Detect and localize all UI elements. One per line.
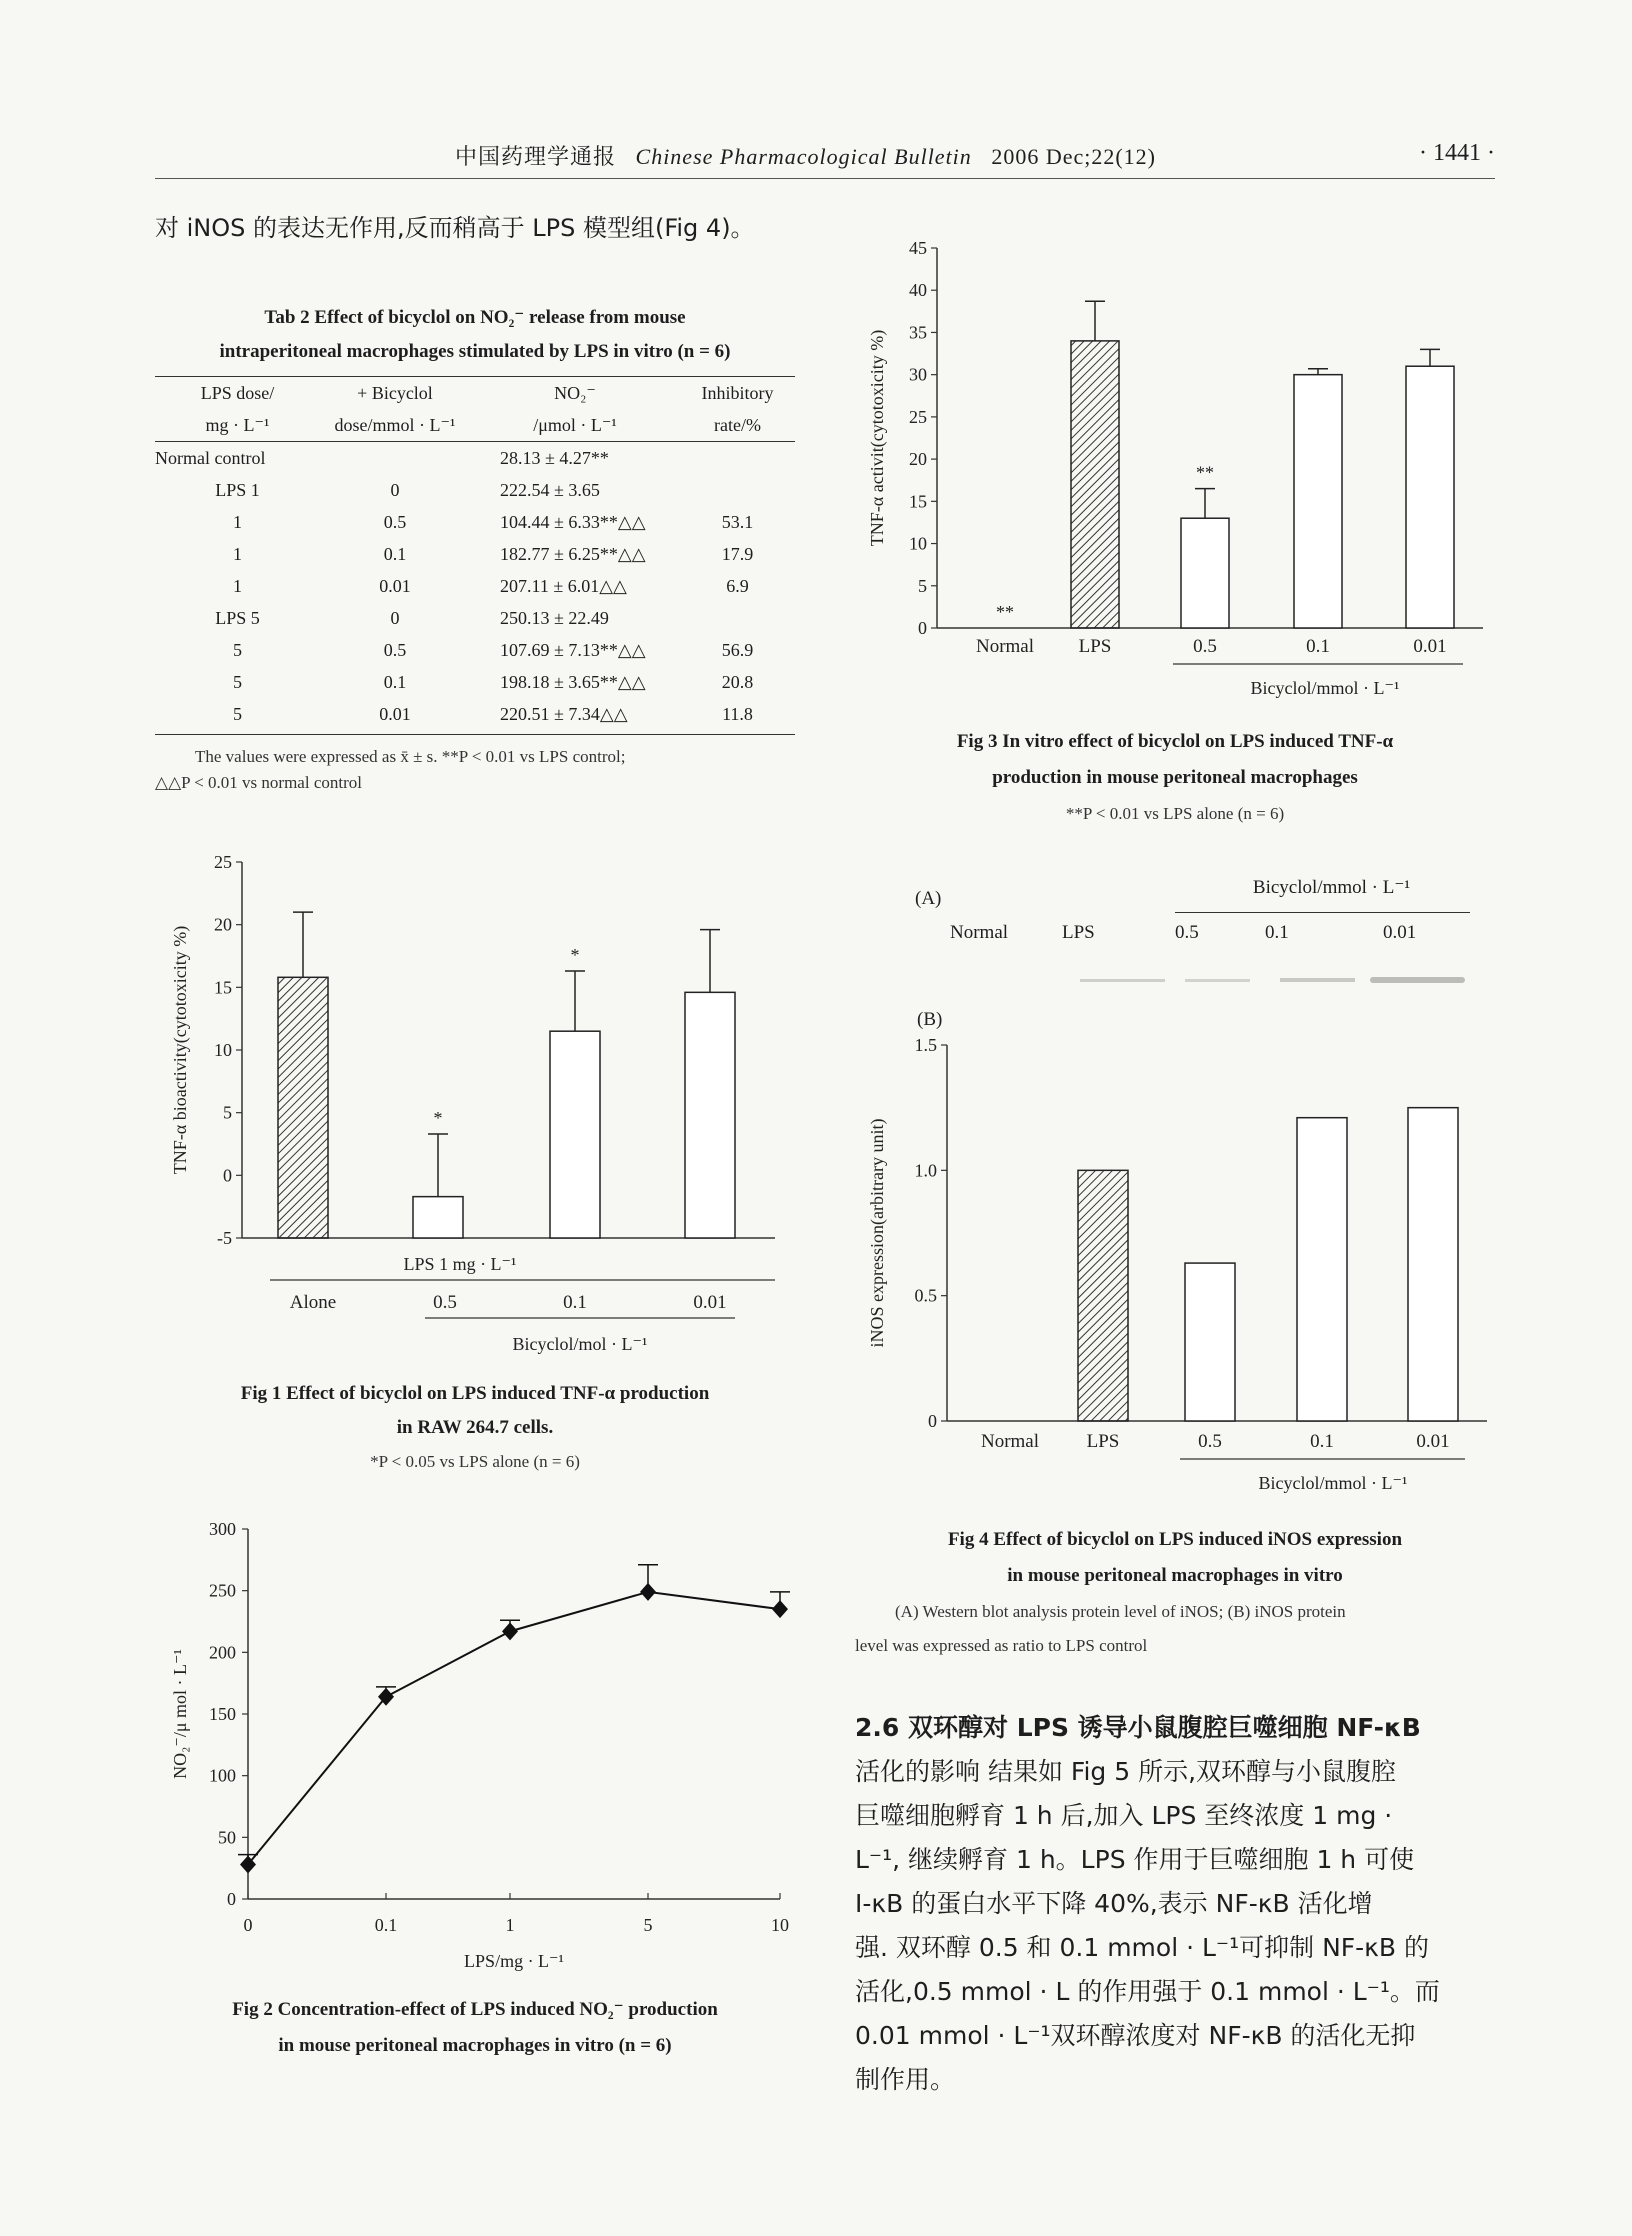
section-text-line: 强. 双环醇 0.5 和 0.1 mmol · L⁻¹可抑制 NF-κB 的 (855, 1933, 1430, 1962)
table-row (155, 474, 795, 506)
blot-band-lps (1080, 979, 1165, 982)
table-cell (320, 442, 470, 475)
y-tick-label: 20 (214, 914, 232, 935)
table-cell: 53.1 (721, 511, 754, 532)
table-cell (680, 602, 795, 634)
bar (1071, 341, 1119, 628)
bar (1406, 366, 1454, 628)
y-tick-label: 30 (909, 364, 927, 385)
table-cell: Normal control (155, 447, 266, 468)
y-tick-label: 35 (909, 322, 927, 343)
table-cell: 0.5 (383, 511, 407, 532)
table-cell: 0 (390, 607, 400, 628)
y-tick-label: 40 (909, 280, 927, 301)
fig3-note: **P < 0.01 vs LPS alone (n = 6) (1065, 804, 1285, 823)
fig4-subgroup-label: Bicyclol/mmol · L⁻¹ (1258, 1473, 1408, 1493)
table-cell: 28.13 ± 4.27** (500, 447, 609, 468)
table2-title-1: Tab 2 Effect of bicyclol on NO₂⁻ release from mouse (264, 307, 686, 328)
section-text-line: 活化的影响 结果如 Fig 5 所示,双环醇与小鼠腹腔 (855, 1757, 1397, 1786)
y-axis-label: TNF-α bioactivity(cytotoxicity %) (170, 925, 190, 1175)
table-header-cell: dose/mmol · L⁻¹ (320, 409, 470, 442)
fig1-subgroup-label: Bicyclol/mol · L⁻¹ (512, 1334, 648, 1354)
page-number: · 1441 · (1419, 140, 1495, 166)
table-cell (680, 474, 795, 506)
table-row (155, 570, 795, 602)
x-tick-label: 0.5 (1198, 1431, 1222, 1452)
table-cell: 222.54 ± 3.65 (500, 479, 600, 500)
journal-issue: 2006 Dec;22(12) (991, 144, 1156, 169)
y-tick-label: -5 (217, 1228, 232, 1248)
significance-mark: ** (996, 602, 1014, 622)
table2-note-2: △△P < 0.01 vs normal control (155, 773, 362, 792)
fig4-caption-2: in mouse peritoneal macrophages in vitro (1007, 1565, 1343, 1586)
section-text-line: I-κB 的蛋白水平下降 40%,表示 NF-κB 活化增 (855, 1889, 1373, 1918)
x-tick-label: Alone (289, 1292, 337, 1313)
data-point (502, 1622, 518, 1640)
fig1-note: *P < 0.05 vs LPS alone (n = 6) (370, 1452, 580, 1471)
fig1-caption-2: in RAW 264.7 cells. (396, 1417, 554, 1438)
table-cell: 5 (233, 671, 242, 692)
fig2-chart (150, 1515, 800, 1985)
significance-mark: ** (1196, 462, 1214, 483)
fig4-panel-a (855, 862, 1505, 1012)
table-cell: 11.8 (722, 703, 753, 724)
blot-lane-05: 0.5 (1175, 922, 1199, 943)
running-header (155, 140, 1495, 180)
y-tick-label: 5 (918, 575, 927, 596)
y-tick-label: 45 (909, 238, 927, 258)
fig4-panel-b-label: (B) (917, 1009, 943, 1030)
y-tick-label: 0 (918, 618, 927, 638)
y-tick-label: 250 (209, 1580, 236, 1601)
bar (1185, 1263, 1235, 1421)
x-tick-label: LPS (1086, 1431, 1120, 1452)
y-tick-label: 0.5 (914, 1285, 937, 1306)
table-cell: 0.5 (383, 639, 407, 660)
x-tick-label: Normal (980, 1431, 1040, 1452)
section-heading-line: 2.6 双环醇对 LPS 诱导小鼠腹腔巨噬细胞 NF-κB (855, 1713, 1421, 1742)
table-header-cell: LPS dose/ (200, 382, 275, 403)
table-cell: 220.51 ± 7.34△△ (500, 703, 628, 724)
table2-block (155, 300, 795, 793)
table-cell: 250.13 ± 22.49 (500, 607, 609, 628)
blot-lane-lps: LPS (1062, 922, 1095, 943)
table-cell: 1 (233, 511, 242, 532)
y-tick-label: 25 (214, 852, 232, 872)
table-row (155, 506, 795, 538)
x-tick-label: 5 (643, 1915, 653, 1935)
section-text-line: 巨噬细胞孵育 1 h 后,加入 LPS 至终浓度 1 mg · (855, 1801, 1393, 1830)
table-header-cell: rate/% (680, 409, 795, 442)
blot-band-01 (1280, 978, 1355, 982)
table-cell: 107.69 ± 7.13**△△ (500, 639, 646, 660)
table-header-row (155, 377, 795, 409)
x-tick-label: 0.01 (1413, 636, 1447, 657)
table-row (155, 442, 795, 475)
fig4-note-2: level was expressed as ratio to LPS control (855, 1636, 1148, 1655)
bar (1181, 518, 1229, 628)
western-blot-bands (1035, 972, 1495, 992)
table-cell: 0.01 (379, 703, 411, 724)
table-row (155, 698, 795, 730)
table-cell: 0.01 (379, 575, 411, 596)
table2-note-1: The values were expressed as x̄ ± s. **P < 0.01 vs LPS control; (195, 747, 626, 766)
fig4-chart (855, 1003, 1515, 1503)
x-axis-label: LPS/mg · L⁻¹ (464, 1951, 564, 1971)
x-tick-label: 0.1 (374, 1915, 398, 1935)
data-point (640, 1583, 656, 1601)
y-tick-label: 15 (909, 491, 927, 512)
table-cell: 20.8 (721, 671, 754, 692)
y-tick-label: 25 (909, 406, 927, 427)
x-tick-label: 0.5 (1193, 636, 1217, 657)
fig3-chart (855, 230, 1515, 710)
table-header-cell: NO₂⁻ (554, 382, 596, 403)
blot-lane-001: 0.01 (1383, 922, 1417, 943)
y-tick-label: 1.5 (914, 1035, 937, 1055)
table2 (155, 377, 795, 730)
fig1-chart (150, 840, 800, 1380)
table-row (155, 602, 795, 634)
y-tick-label: 10 (909, 533, 927, 554)
table-cell: 0.1 (383, 543, 407, 564)
bar (550, 1031, 600, 1238)
journal-cn: 中国药理学通报 (455, 145, 617, 170)
journal-line (455, 140, 1156, 171)
significance-mark: * (570, 945, 580, 966)
y-axis-label: NO₂⁻/μ mol · L⁻¹ (170, 1649, 190, 1779)
table-cell: 6.9 (726, 575, 749, 596)
fig1-caption-1: Fig 1 Effect of bicyclol on LPS induced TNF-α production (240, 1383, 710, 1404)
fig3-subgroup-label: Bicyclol/mmol · L⁻¹ (1250, 678, 1400, 698)
x-tick-label: 0.01 (693, 1292, 727, 1313)
table-row (155, 666, 795, 698)
table-header-cell: mg · L⁻¹ (155, 409, 320, 442)
bar (1078, 1170, 1128, 1421)
table-cell: 1 (233, 543, 242, 564)
y-tick-label: 0 (227, 1889, 236, 1909)
table-cell: LPS 5 (215, 607, 260, 628)
fig4-caption-1: Fig 4 Effect of bicyclol on LPS induced iNOS expression (947, 1529, 1403, 1550)
table-row (155, 538, 795, 570)
x-tick-label: 0.5 (433, 1292, 457, 1313)
intro-paragraph: 对 iNOS 的表达无作用,反而稍高于 LPS 模型组(Fig 4)。 (155, 214, 755, 242)
x-tick-label: Normal (975, 636, 1035, 657)
table-cell: LPS 1 (215, 479, 260, 500)
table-cell: 56.9 (721, 639, 754, 660)
y-tick-label: 20 (909, 449, 927, 470)
table-cell: 17.9 (721, 543, 754, 564)
table-cell: 1 (233, 575, 242, 596)
table-cell: 207.11 ± 6.01△△ (500, 575, 627, 596)
blot-band-05 (1185, 979, 1250, 982)
fig4-blot-header-rule (1175, 912, 1470, 913)
y-tick-label: 150 (209, 1704, 236, 1724)
x-tick-label: 10 (771, 1915, 789, 1935)
bar (1294, 375, 1342, 628)
fig2-caption-1: Fig 2 Concentration-effect of LPS induced NO₂⁻ production (232, 1999, 718, 2020)
fig4-panel-a-label: (A) (915, 888, 942, 909)
table-cell: 198.18 ± 3.65**△△ (500, 671, 646, 692)
x-tick-label: LPS (1078, 636, 1112, 657)
fig3-caption-2: production in mouse peritoneal macrophages (992, 767, 1358, 788)
y-tick-label: 100 (209, 1765, 236, 1786)
blot-lane-normal: Normal (950, 922, 1009, 943)
section-text-line: 活化,0.5 mmol · L 的作用强于 0.1 mmol · L⁻¹。而 (855, 1977, 1440, 2006)
journal-en: Chinese Pharmacological Bulletin (635, 144, 972, 169)
table-cell: 0.1 (383, 671, 407, 692)
y-tick-label: 1.0 (914, 1160, 937, 1181)
section-2-6 (855, 1706, 1505, 2102)
x-tick-label: 0.1 (1306, 636, 1330, 657)
y-tick-label: 50 (218, 1827, 236, 1848)
y-tick-label: 0 (223, 1165, 232, 1186)
data-point (772, 1600, 788, 1618)
header-rule (155, 178, 1495, 179)
bar (1297, 1118, 1347, 1421)
fig1-group-label: LPS 1 mg · L⁻¹ (403, 1254, 517, 1274)
table-cell: 0 (390, 479, 400, 500)
table-cell: 182.77 ± 6.25**△△ (500, 543, 646, 564)
x-tick-label: 0.1 (563, 1292, 587, 1313)
fig4-note-1: (A) Western blot analysis protein level of iNOS; (B) iNOS protein (895, 1602, 1346, 1621)
bar (685, 992, 735, 1238)
table-cell: 5 (233, 639, 242, 660)
y-axis-label: iNOS expression(arbitrary unit) (867, 1118, 887, 1348)
y-axis-label: TNF-α activit(cytotoxicity %) (867, 329, 887, 547)
fig3-caption-1: Fig 3 In vitro effect of bicyclol on LPS induced TNF-α (956, 731, 1394, 752)
bar (413, 1197, 463, 1238)
table-cell: 104.44 ± 6.33**△△ (500, 511, 646, 532)
y-tick-label: 200 (209, 1642, 236, 1663)
section-text-line: L⁻¹, 继续孵育 1 h。LPS 作用于巨噬细胞 1 h 可使 (855, 1845, 1415, 1874)
table-header-cell: /μmol · L⁻¹ (470, 409, 680, 442)
table2-title-2: intraperitoneal macrophages stimulated by LPS in vitro (n = 6) (219, 341, 731, 362)
significance-mark: * (433, 1107, 443, 1128)
x-tick-label: 0.1 (1310, 1431, 1334, 1452)
table-header-cell: Inhibitory (701, 382, 774, 403)
table-cell (680, 442, 795, 475)
section-text-line: 制作用。 (855, 2065, 956, 2094)
y-tick-label: 5 (223, 1102, 232, 1123)
x-tick-label: 0 (243, 1915, 253, 1935)
fig4-blot-header: Bicyclol/mmol · L⁻¹ (1252, 877, 1411, 898)
table-row (155, 634, 795, 666)
y-tick-label: 300 (209, 1519, 236, 1539)
bar (278, 977, 328, 1238)
x-tick-label: 0.01 (1416, 1431, 1450, 1452)
table-cell: 5 (233, 703, 242, 724)
section-text-line: 0.01 mmol · L⁻¹双环醇浓度对 NF-κB 的活化无抑 (855, 2021, 1416, 2050)
table-header-cell: + Bicyclol (357, 382, 433, 403)
fig2-caption-2: in mouse peritoneal macrophages in vitro (n = 6) (278, 2035, 672, 2056)
y-tick-label: 0 (928, 1411, 937, 1431)
table-header-row (155, 409, 795, 442)
y-tick-label: 10 (214, 1040, 232, 1060)
blot-band-001 (1370, 977, 1465, 983)
blot-lane-01: 0.1 (1265, 922, 1289, 943)
y-tick-label: 15 (214, 977, 232, 998)
x-tick-label: 1 (505, 1915, 515, 1935)
bar (1408, 1108, 1458, 1421)
